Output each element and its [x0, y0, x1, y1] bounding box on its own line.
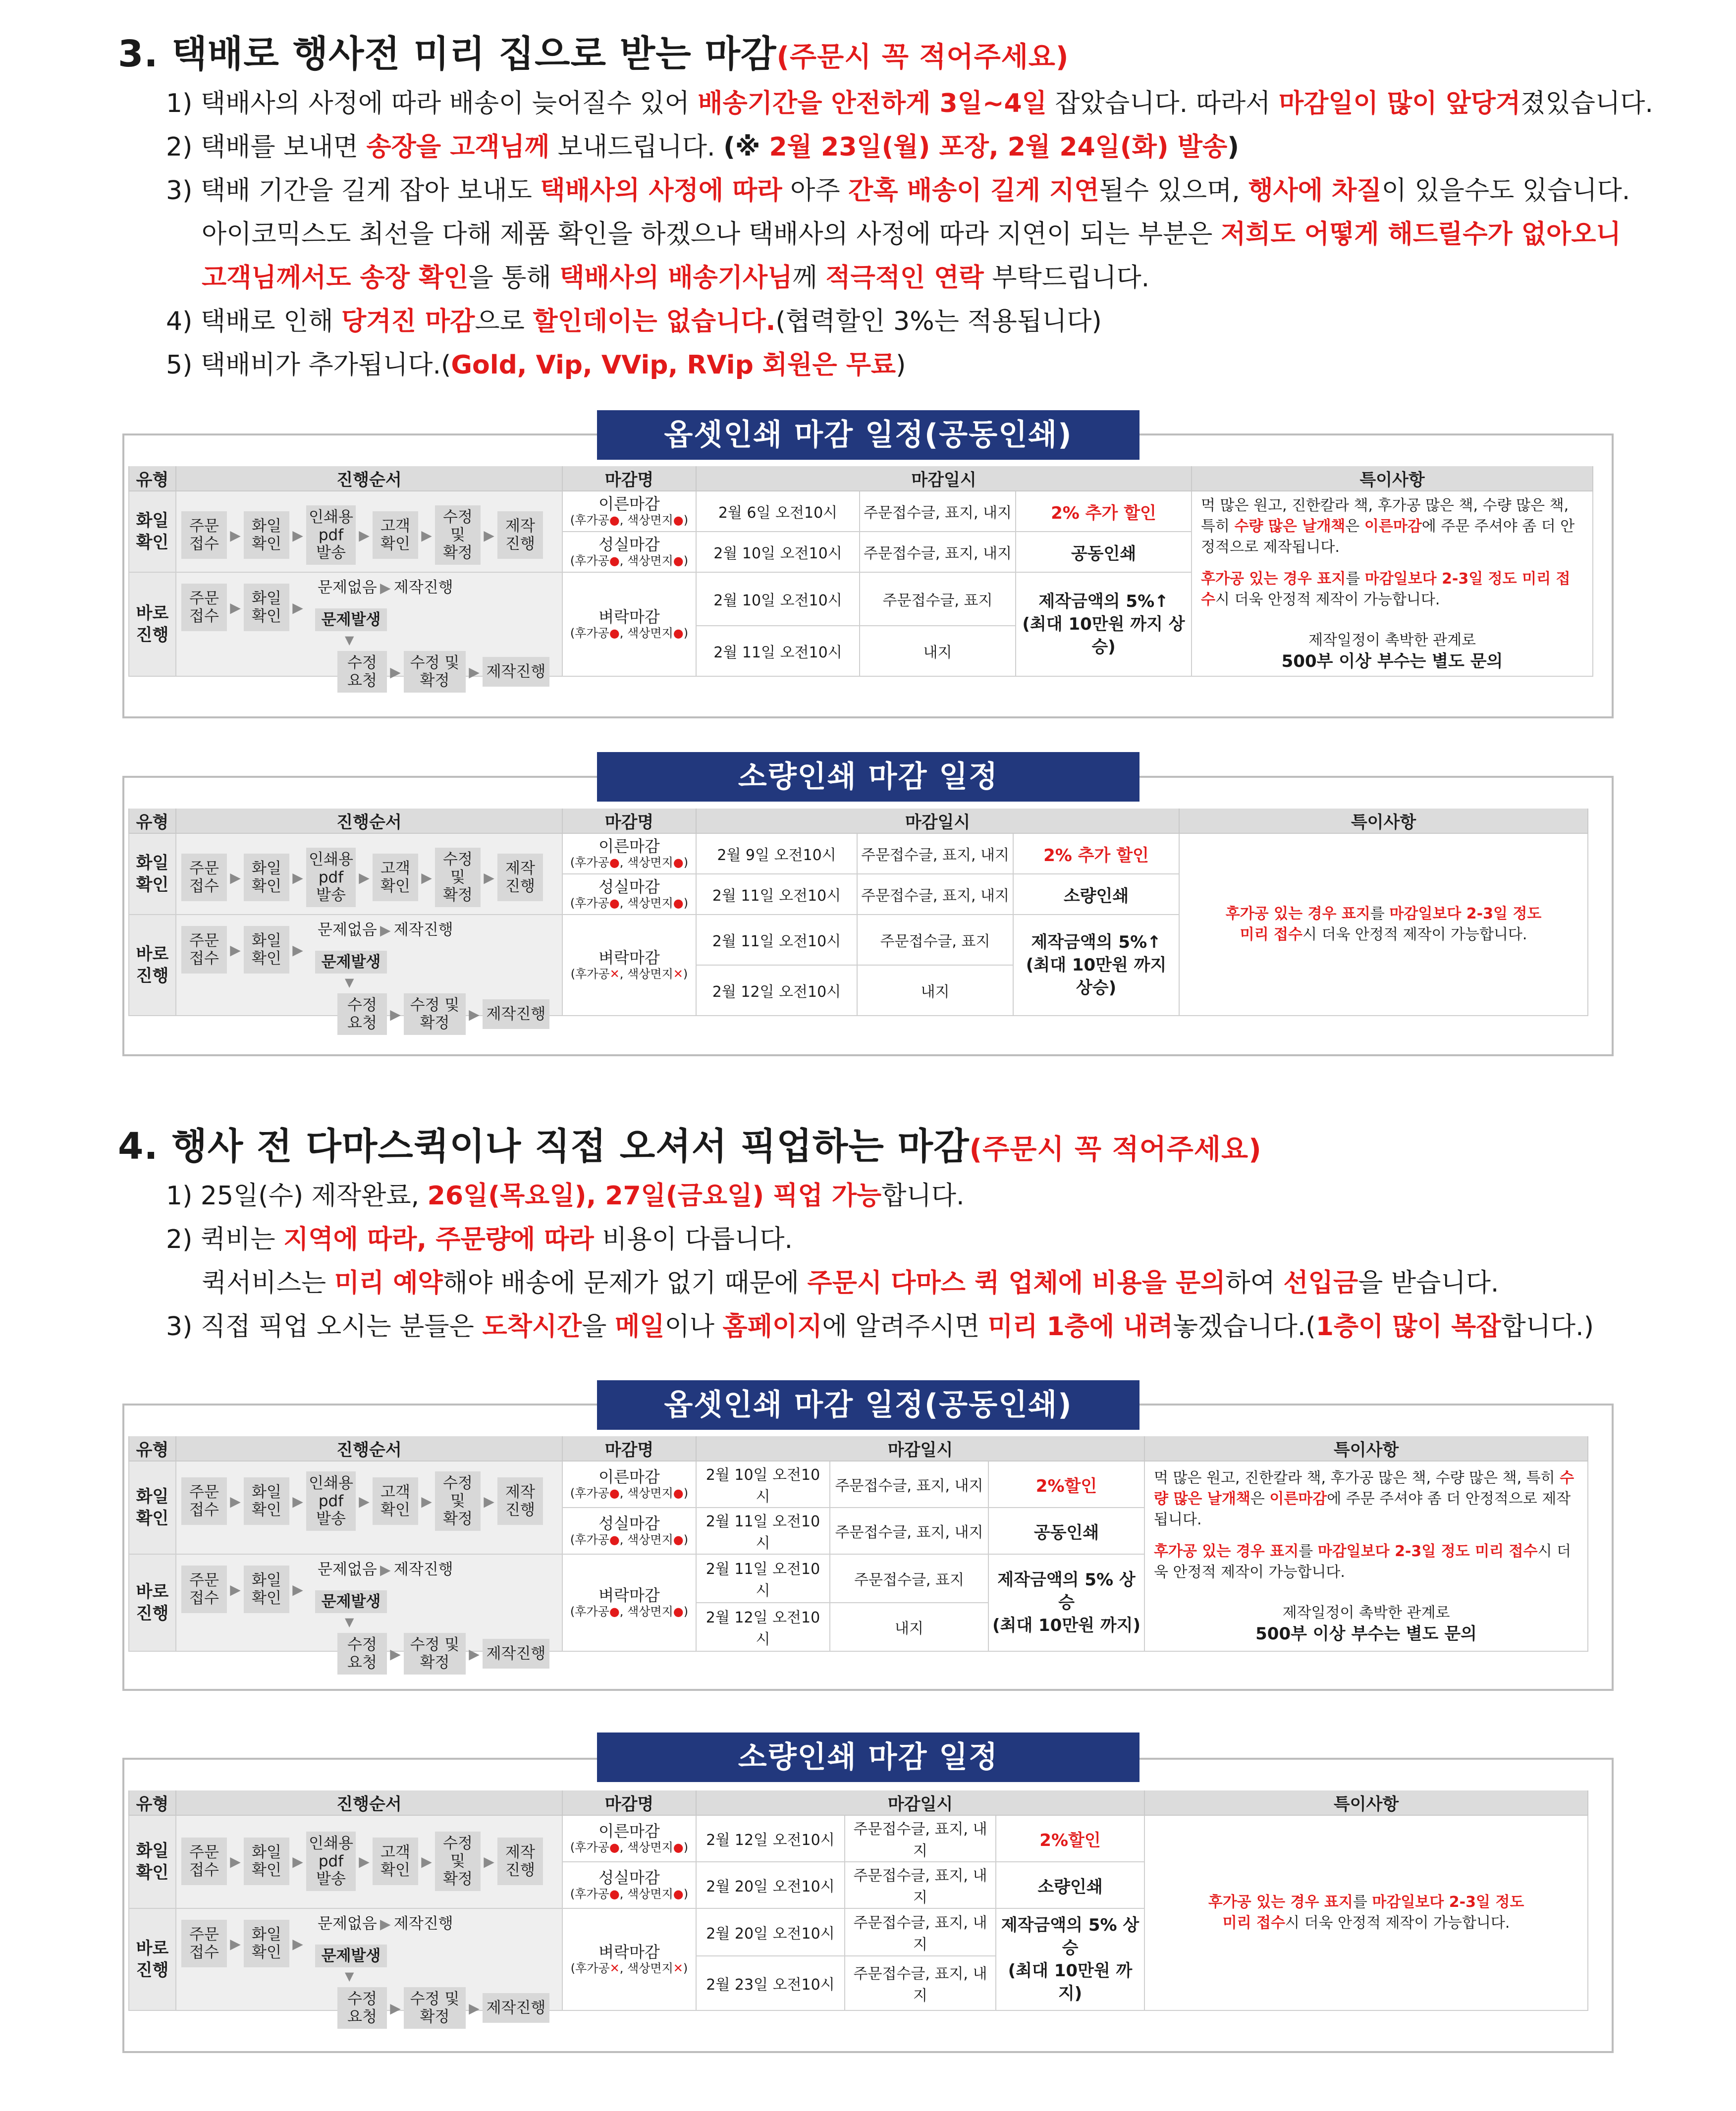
item-text: 주문시 다마스 퀵 업체에 비용을 문의: [807, 1268, 1226, 1298]
item-text: 하여: [1225, 1268, 1284, 1298]
table-row: [129, 1815, 1588, 1862]
produce-label: 제작진행: [393, 921, 453, 939]
item-text: 적극적인 연락: [825, 263, 984, 293]
step-file-check: 화일 확인: [244, 511, 289, 559]
item-text: 놓겠습니다.(: [1173, 1312, 1316, 1342]
step-confirm: 수정 및 확정: [435, 505, 481, 565]
deadline-result: 공동인쇄: [1016, 532, 1192, 572]
item-text: 간혹 배송이 길게 지연: [848, 176, 1099, 206]
step-order: 주문 접수: [181, 1477, 227, 1525]
step-produce: 제작 진행: [497, 1477, 543, 1525]
item-text: 을 받습니다.: [1358, 1268, 1499, 1298]
flow-file-check: 주문 접수 ▶ 화일 확인 ▶ 인쇄용 pdf 발송 ▶ 고객 확인 ▶ 수정 및 확정 ▶ 제작 진행: [176, 1815, 562, 1908]
list-item: [166, 343, 1642, 387]
deadline-items: 주문접수글, 표지, 내지: [845, 1908, 996, 1956]
header-flow: 진행순서: [176, 1790, 562, 1815]
step-order: 주문 접수: [181, 1566, 227, 1613]
header-flow: 진행순서: [176, 809, 562, 833]
step-customer-check: 고객 확인: [373, 854, 418, 901]
header-type: 유형: [129, 466, 176, 491]
deadline-last: [562, 915, 696, 1016]
step-pdf: 인쇄용 pdf 발송: [306, 505, 356, 565]
section-4-title: 4. 행사 전 다마스퀵이나 직접 오셔서 픽업하는 마감(주문시 꼭 적어주세요): [118, 1125, 1262, 1168]
table-box-small-2: [122, 1758, 1614, 2053]
header-note: 특이사항: [1144, 1436, 1588, 1461]
item-number: 4): [166, 307, 193, 336]
step-produce-final: 제작진행: [483, 1993, 549, 2023]
deadline-early: [562, 1461, 696, 1508]
deadline-date: 2월 10일 오전10시: [696, 532, 860, 572]
flow-file-check: 주문 접수 ▶ 화일 확인 ▶ 인쇄용 pdf 발송 ▶ 고객 확인 ▶ 수정 및 확정 ▶ 제작 진행: [176, 833, 562, 915]
flow-file-check: 주문 접수 ▶ 화일 확인 ▶ 인쇄용 pdf 발송 ▶ 고객 확인 ▶ 수정 및 확정 ▶ 제작 진행: [176, 491, 562, 572]
step-produce-final: 제작진행: [483, 657, 549, 687]
item-text: Gold, Vip, VVip, RVip 회원은 무료: [451, 350, 896, 380]
list-item: [166, 213, 1642, 256]
flow-direct: 주문 접수 ▶ 화일 확인 ▶ 문제없음 ▶ 제작진행 문제발생 ▼ 수정 요청 ▶ 수정 및 확정 ▶ 제작진행: [176, 915, 562, 1016]
flow-file-check: 주문 접수 ▶ 화일 확인 ▶ 인쇄용 pdf 발송 ▶ 고객 확인 ▶ 수정 및 확정 ▶ 제작 진행: [176, 1461, 562, 1554]
deadline-items: 주문접수글, 표지, 내지: [845, 1956, 996, 2010]
item-text: 보내드립니다.: [549, 132, 724, 162]
step-pdf: 인쇄용 pdf 발송: [306, 1471, 356, 1531]
deadline-result: 제작금액의 5%↑ (최대 10만원 까지 상승): [1016, 572, 1192, 676]
deadline-result: 공동인쇄: [988, 1508, 1144, 1554]
step-file-check: 화일 확인: [244, 926, 289, 974]
type-direct: 바로 진행: [129, 1554, 176, 1651]
item-text: 을: [582, 1312, 615, 1342]
deadline-items: 주문접수글, 표지, 내지: [860, 532, 1016, 572]
deadline-name: 벼락마감: [598, 948, 660, 967]
step-file-check: 화일 확인: [244, 1566, 289, 1613]
item-text: 행사에 차질: [1248, 176, 1382, 206]
deadline-items: 주문접수글, 표지: [857, 915, 1013, 965]
table-box-offset-1: [122, 433, 1614, 718]
deadline-result: 제작금액의 5% 상승 (최대 10만원 까지): [996, 1908, 1144, 2010]
deadline-last: [562, 1908, 696, 2010]
deadline-date: 2월 20일 오전10시: [696, 1862, 845, 1908]
deadline-sub: (후가공●, 색상면지●): [570, 1605, 689, 1619]
item-text: 메일: [615, 1312, 665, 1342]
item-text: 을 통해: [468, 263, 560, 293]
deadline-name: 성실마감: [598, 877, 660, 896]
step-order: 주문 접수: [181, 1920, 227, 1967]
item-number: 5): [166, 350, 193, 380]
table-box-small-1: [122, 776, 1614, 1056]
table-row: [129, 491, 1593, 532]
type-file-check: 화일 확인: [129, 491, 176, 572]
header-date: 마감일시: [696, 809, 1179, 833]
step-revise-request: 수정 요청: [337, 1987, 387, 2029]
type-direct: 바로 진행: [129, 915, 176, 1016]
step-revise-confirm: 수정 및 확정: [404, 993, 466, 1035]
deadline-date: 2월 11일 오전10시: [696, 1554, 830, 1603]
item-text: 2월 23일(월) 포장, 2월 24일(화) 발송: [769, 132, 1228, 162]
flow-direct: 주문 접수 ▶ 화일 확인 ▶ 문제없음 ▶ 제작진행 문제발생 ▼ 수정 요청 ▶ 수정 및 확정 ▶ 제작진행: [176, 572, 562, 676]
list-item: [166, 169, 1642, 213]
deadline-date: 2월 12일 오전10시: [696, 1603, 830, 1651]
deadline-name: 벼락마감: [598, 1586, 660, 1605]
step-customer-check: 고객 확인: [373, 1838, 418, 1885]
table-header: [129, 1436, 1588, 1461]
item-text: 비용이 다릅니다.: [594, 1225, 793, 1254]
step-produce: 제작 진행: [497, 1838, 543, 1885]
deadline-items: 내지: [860, 626, 1016, 676]
item-text: 퀵비는: [200, 1225, 284, 1254]
problem-label: 문제발생: [315, 608, 387, 631]
item-text: 부탁드립니다.: [983, 263, 1150, 293]
item-text: (협력할인 3%는 적용됩니다): [775, 307, 1102, 336]
deadline-name: 이른마감: [598, 1467, 660, 1486]
item-number: 3): [166, 1312, 193, 1342]
item-text: 마감일이 많이 앞당겨: [1278, 89, 1521, 118]
deadline-date: 2월 9일 오전10시: [696, 833, 857, 874]
banner-offset-2: 옵셋인쇄 마감 일정(공동인쇄): [597, 1380, 1139, 1430]
step-order: 주문 접수: [181, 511, 227, 559]
item-text: ): [1227, 132, 1240, 162]
item-text: 될수 있으며,: [1099, 176, 1248, 206]
header-date: 마감일시: [696, 1436, 1144, 1461]
item-text: 택배비가 추가됩니다.(: [200, 350, 451, 380]
deadline-early: [562, 833, 696, 874]
step-revise-request: 수정 요청: [337, 993, 387, 1035]
deadline-date: 2월 10일 오전10시: [696, 572, 860, 626]
special-notes: 후가공 있는 경우 표지를 마감일보다 2-3일 정도 미리 접수시 더욱 안정적 제작이 가능합니다.: [1179, 833, 1588, 1016]
step-order: 주문 접수: [181, 584, 227, 631]
flow-direct: 주문 접수 ▶ 화일 확인 ▶ 문제없음 ▶ 제작진행 문제발생 ▼ 수정 요청 ▶ 수정 및 확정 ▶ 제작진행: [176, 1554, 562, 1651]
deadline-items: 주문접수글, 표지, 내지: [860, 491, 1016, 532]
list-item: [166, 1218, 1642, 1261]
step-produce-final: 제작진행: [483, 1639, 549, 1669]
item-text: 홈페이지: [722, 1312, 822, 1342]
deadline-sub: (후가공●, 색상면지●): [570, 1486, 689, 1500]
deadline-result: 2% 추가 할인: [1013, 833, 1179, 874]
item-text: 송장을 고객님께: [366, 132, 550, 162]
header-note: 특이사항: [1144, 1790, 1588, 1815]
item-text: 25일(수) 제작완료,: [200, 1181, 428, 1211]
deadline-sincere: [562, 1862, 696, 1908]
item-text: 에 알려주시면: [822, 1312, 988, 1342]
table-row: [129, 1461, 1588, 1508]
deadline-last: [562, 1554, 696, 1651]
problem-label: 문제발생: [315, 951, 387, 974]
step-revise-request: 수정 요청: [337, 1633, 387, 1675]
step-order: 주문 접수: [181, 854, 227, 901]
step-confirm: 수정 및 확정: [435, 848, 481, 907]
deadline-date: 2월 11일 오전10시: [696, 626, 860, 676]
produce-label: 제작진행: [393, 1561, 453, 1578]
no-problem-label: 문제없음: [318, 579, 377, 596]
list-item: [166, 1305, 1642, 1349]
item-text: 합니다.: [881, 1181, 965, 1211]
list-item: [166, 1261, 1642, 1305]
special-notes: 후가공 있는 경우 표지를 마감일보다 2-3일 정도 미리 접수시 더욱 안정적 제작이 가능합니다.: [1144, 1815, 1588, 2010]
deadline-date: 2월 11일 오전10시: [696, 915, 857, 965]
header-date: 마감일시: [696, 1790, 1144, 1815]
deadline-sub: (후가공●, 색상면지●): [570, 1533, 689, 1547]
item-text: (※: [723, 132, 769, 162]
step-produce-final: 제작진행: [483, 999, 549, 1029]
header-name: 마감명: [562, 1790, 696, 1815]
item-text: 택배사의 사정에 따라: [540, 176, 782, 206]
table-header: [129, 1790, 1588, 1815]
deadline-date: 2월 6일 오전10시: [696, 491, 860, 532]
list-item: [166, 300, 1642, 343]
item-text: ): [896, 350, 906, 380]
banner-offset-1: 옵셋인쇄 마감 일정(공동인쇄): [597, 410, 1139, 460]
step-order: 주문 접수: [181, 926, 227, 974]
step-order: 주문 접수: [181, 1838, 227, 1885]
item-text: 미리 예약: [334, 1268, 443, 1298]
item-text: 저희도 어떻게 해드릴수가 없아오니: [1220, 219, 1621, 249]
step-customer-check: 고객 확인: [373, 511, 418, 559]
step-confirm: 수정 및 확정: [435, 1471, 481, 1531]
deadline-result: 소량인쇄: [1013, 874, 1179, 915]
type-file-check: 화일 확인: [129, 1461, 176, 1554]
step-file-check: 화일 확인: [244, 584, 289, 631]
item-text: 고객님께서도 송장 확인: [202, 263, 469, 293]
deadline-date: 2월 12일 오전10시: [696, 965, 857, 1016]
step-revise-request: 수정 요청: [337, 651, 387, 693]
deadline-items: 주문접수글, 표지, 내지: [857, 833, 1013, 874]
item-text: 택배를 보내면: [200, 132, 367, 162]
table-row: [129, 833, 1588, 874]
deadline-sincere: [562, 532, 696, 572]
list-item: [166, 82, 1653, 125]
item-text: 택배로 인해: [200, 307, 342, 336]
deadline-name: 성실마감: [598, 1514, 660, 1533]
flow-direct: 주문 접수 ▶ 화일 확인 ▶ 문제없음 ▶ 제작진행 문제발생 ▼ 수정 요청 ▶ 수정 및 확정 ▶ 제작진행: [176, 1908, 562, 2010]
item-number: 1): [166, 89, 193, 118]
deadline-name: 이른마감: [598, 837, 660, 856]
deadline-date: 2월 11일 오전10시: [696, 874, 857, 915]
deadline-result: 제작금액의 5%↑ (최대 10만원 까지 상승): [1013, 915, 1179, 1016]
type-file-check: 화일 확인: [129, 1815, 176, 1908]
header-date: 마감일시: [696, 466, 1192, 491]
deadline-date: 2월 12일 오전10시: [696, 1815, 845, 1862]
deadline-result: 2%할인: [988, 1461, 1144, 1508]
step-produce: 제작 진행: [497, 511, 543, 559]
deadline-early: [562, 1815, 696, 1862]
no-problem-label: 문제없음: [318, 921, 377, 939]
deadline-result: 소량인쇄: [996, 1862, 1144, 1908]
banner-small-2: 소량인쇄 마감 일정: [597, 1732, 1139, 1782]
item-text: 아이코믹스도 최선을 다해 제품 확인을 하겠으나 택배사의 사정에 따라 지연이 되는 부분은: [202, 219, 1221, 249]
header-name: 마감명: [562, 466, 696, 491]
item-text: 아주: [782, 176, 849, 206]
item-text: 합니다.): [1501, 1312, 1594, 1342]
item-text: 지역에 따라, 주문량에 따라: [283, 1225, 594, 1254]
step-file-check: 화일 확인: [244, 1477, 289, 1525]
problem-label: 문제발생: [315, 1945, 387, 1967]
list-item: [166, 125, 1642, 169]
type-file-check: 화일 확인: [129, 833, 176, 915]
deadline-last: [562, 572, 696, 676]
deadline-result: 제작금액의 5% 상승 (최대 10만원 까지): [988, 1554, 1144, 1651]
deadline-result: 2%할인: [996, 1815, 1144, 1862]
item-text: 도착시간: [482, 1312, 582, 1342]
deadline-name: 성실마감: [598, 1868, 660, 1887]
list-item: [166, 256, 1642, 300]
deadline-sincere: [562, 1508, 696, 1554]
item-text: 이나: [664, 1312, 723, 1342]
deadline-name: 이른마감: [598, 494, 660, 513]
header-type: 유형: [129, 1436, 176, 1461]
deadline-sub: (후가공●, 색상면지●): [570, 896, 689, 910]
item-text: 이 있을수도 있습니다.: [1381, 176, 1630, 206]
section-3-items: [166, 82, 1653, 387]
no-problem-label: 문제없음: [318, 1561, 377, 1578]
header-flow: 진행순서: [176, 1436, 562, 1461]
header-type: 유형: [129, 1790, 176, 1815]
section-4-items: [166, 1174, 1642, 1349]
step-revise-confirm: 수정 및 확정: [404, 1987, 466, 2029]
step-file-check: 화일 확인: [244, 1838, 289, 1885]
deadline-name: 성실마감: [598, 535, 660, 554]
item-text: 택배 기간을 길게 잡아 보내도: [200, 176, 541, 206]
step-pdf: 인쇄용 pdf 발송: [306, 848, 356, 907]
item-text: 직접 픽업 오시는 분들은: [200, 1312, 483, 1342]
deadline-name: 벼락마감: [598, 607, 660, 626]
deadline-early: [562, 491, 696, 532]
deadline-sub: (후가공✕, 색상면지✕): [570, 967, 688, 981]
step-revise-confirm: 수정 및 확정: [404, 1633, 466, 1675]
header-name: 마감명: [562, 809, 696, 833]
produce-label: 제작진행: [393, 1915, 453, 1933]
item-text: 택배사의 배송기사님: [559, 263, 793, 293]
table-header: [129, 809, 1588, 833]
section-3-title: 3. 택배로 행사전 미리 집으로 받는 마감(주문시 꼭 적어주세요): [118, 33, 1069, 75]
item-text: 졌있습니다.: [1520, 89, 1653, 118]
deadline-items: 주문접수글, 표지, 내지: [830, 1461, 988, 1508]
deadline-sub: (후가공●, 색상면지●): [570, 1887, 689, 1901]
item-text: 1층이 많이 복잡: [1315, 1312, 1501, 1342]
item-text: 택배사의 사정에 따라 배송이 늦어질수 있어: [200, 89, 698, 118]
step-confirm: 수정 및 확정: [435, 1832, 481, 1891]
deadline-date: 2월 10일 오전10시: [696, 1461, 830, 1508]
item-text: 선입금: [1283, 1268, 1358, 1298]
deadline-items: 주문접수글, 표지, 내지: [830, 1508, 988, 1554]
item-text: 퀵서비스는: [202, 1268, 334, 1298]
deadline-sub: (후가공●, 색상면지●): [570, 856, 689, 869]
deadline-sub: (후가공●, 색상면지●): [570, 626, 689, 640]
step-pdf: 인쇄용 pdf 발송: [306, 1832, 356, 1891]
type-direct: 바로 진행: [129, 572, 176, 676]
deadline-items: 내지: [830, 1603, 988, 1651]
header-name: 마감명: [562, 1436, 696, 1461]
item-text: 배송기간을 안전하게 3일~4일: [698, 89, 1047, 118]
step-produce: 제작 진행: [497, 854, 543, 901]
produce-label: 제작진행: [393, 579, 453, 596]
header-flow: 진행순서: [176, 466, 562, 491]
type-direct: 바로 진행: [129, 1908, 176, 2010]
deadline-sincere: [562, 874, 696, 915]
problem-label: 문제발생: [315, 1590, 387, 1613]
deadline-name: 벼락마감: [598, 1943, 660, 1961]
item-number: 1): [166, 1181, 193, 1211]
deadline-date: 2월 11일 오전10시: [696, 1508, 830, 1554]
step-customer-check: 고객 확인: [373, 1477, 418, 1525]
item-text: 26일(목요일), 27일(금요일) 픽업 가능: [427, 1181, 882, 1211]
item-text: 께: [792, 263, 826, 293]
deadline-date: 2월 23일 오전10시: [696, 1956, 845, 2010]
deadline-result: 2% 추가 할인: [1016, 491, 1192, 532]
deadline-date: 2월 20일 오전10시: [696, 1908, 845, 1956]
deadline-sub: (후가공✕, 색상면지✕): [570, 1961, 688, 1975]
item-number: 2): [166, 132, 193, 162]
deadline-items: 주문접수글, 표지: [830, 1554, 988, 1603]
deadline-sub: (후가공●, 색상면지●): [570, 1840, 689, 1854]
item-text: 해야 배송에 문제가 없기 때문에: [442, 1268, 808, 1298]
item-number: 2): [166, 1225, 193, 1254]
header-note: 특이사항: [1192, 466, 1593, 491]
item-text: 미리 1층에 내려: [987, 1312, 1173, 1342]
deadline-items: 주문접수글, 표지, 내지: [857, 874, 1013, 915]
item-text: 으로: [475, 307, 533, 336]
deadline-items: 내지: [857, 965, 1013, 1016]
special-notes: 먹 많은 원고, 진한칼라 책, 후가공 많은 책, 수량 많은 책, 특히 수량 많은 날개책은 이른마감에 주문 주셔야 좀 더 안정적으로 제작됩니다. 후가공 있는 경우 표지를 마감일보다 2-3일 정도 미리 접수시 더욱 안정적 제작이 가능합니다. 제작일정이 촉박한 관계로 500부 이상 부수는 별도 문의: [1144, 1461, 1588, 1651]
step-revise-confirm: 수정 및 확정: [404, 651, 466, 693]
header-type: 유형: [129, 809, 176, 833]
item-number: 3): [166, 176, 193, 206]
item-text: 당겨진 마감: [341, 307, 475, 336]
deadline-items: 주문접수글, 표지, 내지: [845, 1862, 996, 1908]
step-file-check: 화일 확인: [244, 1920, 289, 1967]
deadline-name: 이른마감: [598, 1822, 660, 1840]
no-problem-label: 문제없음: [318, 1915, 377, 1933]
table-box-offset-2: [122, 1404, 1614, 1691]
item-text: 잡았습니다. 따라서: [1046, 89, 1279, 118]
banner-small-1: 소량인쇄 마감 일정: [597, 752, 1139, 802]
deadline-sub: (후가공●, 색상면지●): [570, 554, 689, 568]
header-note: 특이사항: [1179, 809, 1588, 833]
deadline-sub: (후가공●, 색상면지●): [570, 513, 689, 527]
step-file-check: 화일 확인: [244, 854, 289, 901]
list-item: [166, 1174, 1642, 1218]
table-header: [129, 466, 1593, 491]
special-notes: 먹 많은 원고, 진한칼라 책, 후가공 많은 책, 수량 많은 책, 특히 수량 많은 날개책은 이른마감에 주문 주셔야 좀 더 안정적으로 제작됩니다. 후가공 있는 경우 표지를 마감일보다 2-3일 정도 미리 접수시 더욱 안정적 제작이 가능합니다. 제작일정이 촉박한 관계로 500부 이상 부수는 별도 문의: [1192, 491, 1593, 676]
item-text: 할인데이는 없습니다.: [533, 307, 776, 336]
deadline-items: 주문접수글, 표지: [860, 572, 1016, 626]
deadline-items: 주문접수글, 표지, 내지: [845, 1815, 996, 1862]
